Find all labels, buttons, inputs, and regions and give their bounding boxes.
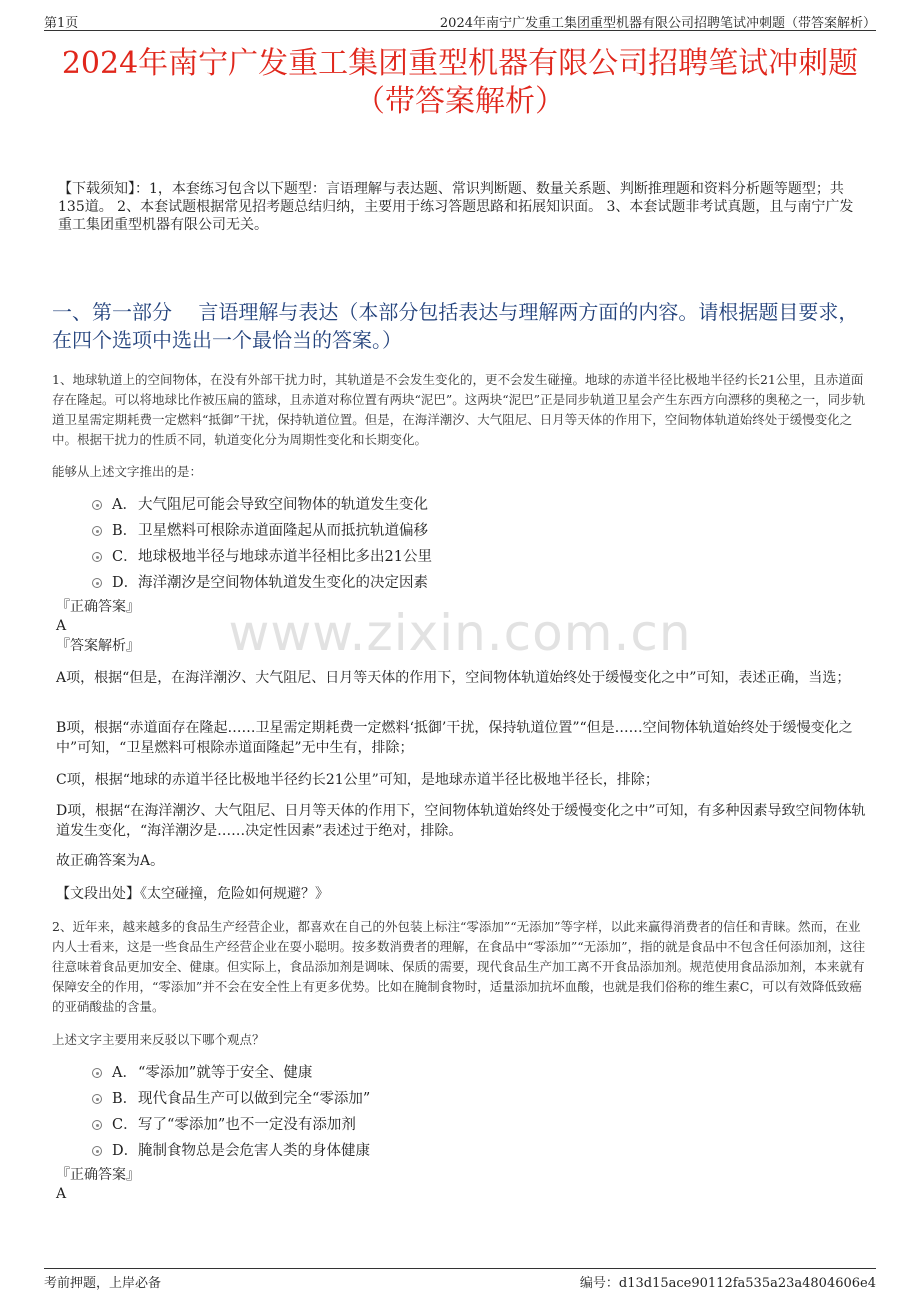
- question-2-text: 2、近年来，越来越多的食品生产经营企业，都喜欢在自己的外包装上标注“零添加”“无添加”等字样，以此来赢得消费者的信任和青睐。然而，在业内人士看来，这是一些食品生产经营企业在耍小聪明。按多数消费者的理解，在食品中“零添加”“无添加”，指的就是食品中不包含任何添加剂，这往往意味着食品更加安全、健康。但实际上，食品添加剂是调味、保质的需要，现代食品生产加工离不开食品添加剂。规范使用食品添加剂，本来就有保障安全的作用，“零添加”并不会在安全性上有更多优势。比如在腌制食物时，适量添加抗坏血酸，也就是我们俗称的维生素C，可以有效降低致癌的亚硝酸盐的含量。: [52, 919, 866, 1014]
- radio-button-icon[interactable]: [92, 552, 102, 562]
- option-d[interactable]: D．海洋潮汐是空间物体轨道发生变化的决定因素: [92, 570, 432, 596]
- analysis-b: B项，根据“赤道面存在隆起……卫星需定期耗费一定燃料‘抵御’干扰，保持轨道位置”“但是……空间物体轨道始终处于缓慢变化之中”可知，“卫星燃料可根除赤道面隆起”无中生有，排除；: [56, 720, 853, 756]
- option-a[interactable]: A．“零添加”就等于安全、健康: [92, 1060, 370, 1086]
- radio-button-icon[interactable]: [92, 1120, 102, 1130]
- page-footer: [44, 1268, 876, 1289]
- question-1-text: 1、地球轨道上的空间物体，在没有外部干扰力时，其轨道是不会发生变化的，更不会发生碰撞。地球的赤道半径比极地半径约长21公里，且赤道面存在隆起。可以将地球比作被压扁的篮球，且赤道对称位置有两块“泥巴”。这两块“泥巴”正是同步轨道卫星会产生东西方向漂移的奥秘之一，同步轨道卫星需定期耗费一定燃料“抵御”干扰，保持轨道位置。但是，在海洋潮汐、大气阻尼、日月等天体的作用下，空间物体轨道始终处于缓慢变化之中。根据干扰力的性质不同，轨道变化分为周期性变化和长期变化。: [52, 372, 866, 447]
- radio-button-icon[interactable]: [92, 1094, 102, 1104]
- watermark: www.zixin.com.cn: [228, 604, 692, 662]
- analysis-label: 『答案解析』: [56, 638, 140, 654]
- question-2-options: [92, 1060, 370, 1164]
- radio-button-icon[interactable]: [92, 526, 102, 536]
- document-id: 编号：d13d15ace90112fa535a23a4804606e4: [579, 1276, 876, 1291]
- correct-answer: A: [56, 618, 67, 634]
- radio-button-icon[interactable]: [92, 1068, 102, 1078]
- radio-button-icon[interactable]: [92, 1146, 102, 1156]
- option-c[interactable]: C．写了“零添加”也不一定没有添加剂: [92, 1112, 370, 1138]
- section-heading: 一、第一部分 言语理解与表达（本部分包括表达与理解两方面的内容。请根据题目要求，在四个选项中选出一个最恰当的答案。）: [52, 300, 859, 352]
- text-source: 【文段出处】《太空碰撞，危险如何规避？》: [56, 886, 329, 902]
- option-c[interactable]: C．地球极地半径与地球赤道半径相比多出21公里: [92, 544, 432, 570]
- page-header: [44, 10, 876, 31]
- analysis-conclusion: 故正确答案为A。: [56, 853, 165, 869]
- option-b[interactable]: B．卫星燃料可根除赤道面隆起从而抵抗轨道偏移: [92, 518, 432, 544]
- option-d[interactable]: D．腌制食物总是会危害人类的身体健康: [92, 1138, 370, 1164]
- header-doc-title: 2024年南宁广发重工集团重型机器有限公司招聘笔试冲刺题（带答案解析）: [439, 16, 876, 31]
- analysis-a: A项，根据“但是，在海洋潮汐、大气阻尼、日月等天体的作用下，空间物体轨道始终处于缓慢变化之中”可知，表述正确，当选；: [56, 670, 851, 686]
- question-1-options: [92, 492, 432, 596]
- correct-answer-label: 『正确答案』: [56, 599, 140, 615]
- option-a[interactable]: A．大气阻尼可能会导致空间物体的轨道发生变化: [92, 492, 432, 518]
- option-b[interactable]: B．现代食品生产可以做到完全“零添加”: [92, 1086, 370, 1112]
- question-1-prompt: 能够从上述文字推出的是：: [52, 464, 203, 479]
- footer-slogan: 考前押题，上岸必备: [44, 1276, 162, 1291]
- analysis-c: C项，根据“地球的赤道半径比极地半径约长21公里”可知，是地球赤道半径比极地半径长，排除；: [56, 772, 659, 788]
- radio-button-icon[interactable]: [92, 500, 102, 510]
- question-2-prompt: 上述文字主要用来反驳以下哪个观点？: [52, 1032, 265, 1047]
- doc-title-line1: 2024年南宁广发重工集团重型机器有限公司招聘笔试冲刺题: [61, 46, 859, 81]
- radio-button-icon[interactable]: [92, 578, 102, 588]
- download-notice: 【下载须知】：1，本套练习包含以下题型：言语理解与表达题、常识判断题、数量关系题、判断推理题和资料分析题等题型；共135道。 2、本套试题根据常见招考题总结归纳，主要用于练习答题思路和拓展知识面。 3、本套试题非考试真题，且与南宁广发重工集团重型机器有限公司无关。: [58, 181, 854, 233]
- correct-answer-label: 『正确答案』: [56, 1167, 140, 1183]
- correct-answer: A: [56, 1186, 67, 1202]
- page-number: 第1页: [44, 16, 79, 31]
- analysis-d: D项，根据“在海洋潮汐、大气阻尼、日月等天体的作用下，空间物体轨道始终处于缓慢变化之中”可知，有多种因素导致空间物体轨道发生变化，“海洋潮汐是……决定性因素”表述过于绝对，排除。: [56, 803, 866, 839]
- doc-title-line2: （带答案解析）: [355, 84, 565, 119]
